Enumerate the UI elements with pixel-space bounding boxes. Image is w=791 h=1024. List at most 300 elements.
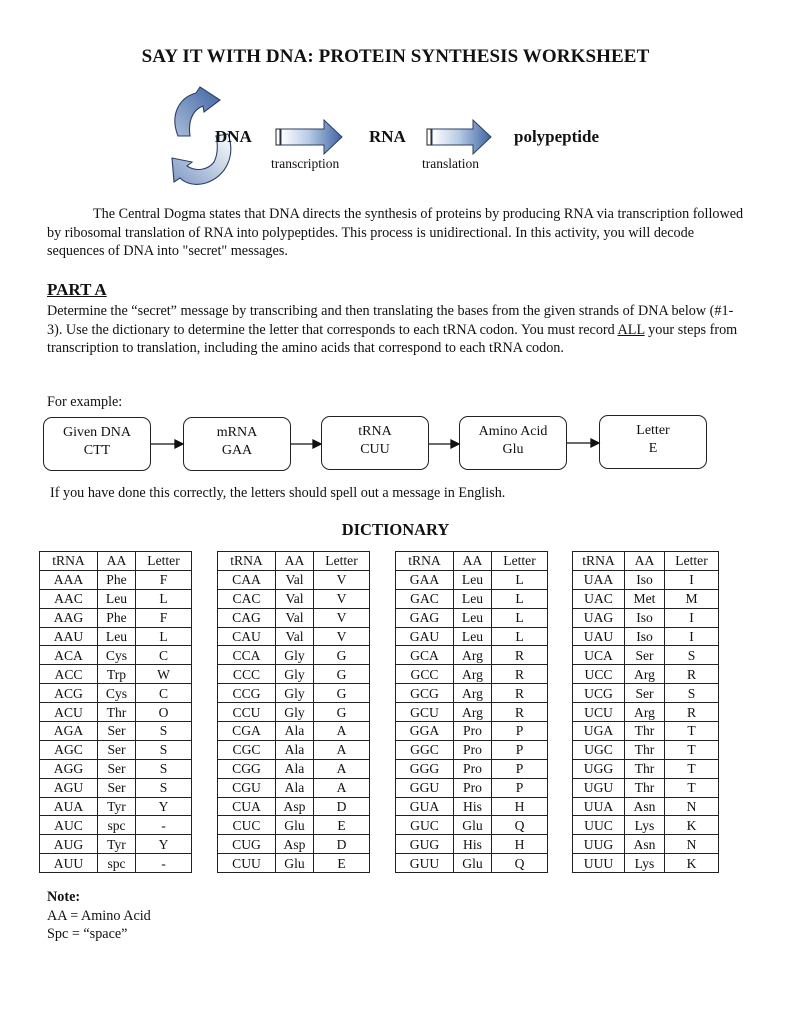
trna-cell: GAG — [396, 608, 454, 627]
letter-cell: Y — [136, 835, 192, 854]
table-row — [573, 608, 719, 627]
table-row — [40, 646, 192, 665]
trna-cell: GGU — [396, 778, 454, 797]
trna-cell: ACC — [40, 665, 98, 684]
aa-cell: Glu — [454, 854, 492, 873]
aa-cell: Met — [625, 589, 665, 608]
trna-cell: CUU — [218, 854, 276, 873]
letter-cell: T — [665, 778, 719, 797]
trna-cell: AUC — [40, 816, 98, 835]
note — [47, 888, 151, 944]
aa-cell: Gly — [276, 665, 314, 684]
letter-cell: F — [136, 608, 192, 627]
column-header-letter: Letter — [665, 552, 719, 571]
table-row — [573, 722, 719, 741]
letter-cell: A — [314, 722, 370, 741]
letter-cell: K — [665, 816, 719, 835]
letter-cell: N — [665, 835, 719, 854]
letter-cell: R — [492, 665, 548, 684]
trna-cell: ACG — [40, 684, 98, 703]
table-row — [218, 589, 370, 608]
trna-cell: GGC — [396, 740, 454, 759]
aa-cell: Ser — [98, 740, 136, 759]
flow-box-value: CUU — [360, 442, 390, 457]
letter-cell: Y — [136, 797, 192, 816]
letter-cell: S — [136, 722, 192, 741]
flow-box-label: Letter — [636, 423, 670, 438]
table-row — [40, 816, 192, 835]
aa-cell: Leu — [98, 627, 136, 646]
table-row — [40, 589, 192, 608]
table-row — [396, 854, 548, 873]
column-header-letter: Letter — [492, 552, 548, 571]
trna-cell: GUA — [396, 797, 454, 816]
trna-cell: UCU — [573, 703, 625, 722]
letter-cell: W — [136, 665, 192, 684]
dictionary-table-a — [39, 551, 192, 873]
trna-cell: AUA — [40, 797, 98, 816]
aa-cell: His — [454, 797, 492, 816]
aa-cell: Arg — [454, 684, 492, 703]
letter-cell: L — [492, 589, 548, 608]
trna-cell: GCG — [396, 684, 454, 703]
letter-cell: P — [492, 740, 548, 759]
aa-cell: Thr — [625, 722, 665, 741]
column-header-letter: Letter — [314, 552, 370, 571]
aa-cell: Cys — [98, 684, 136, 703]
letter-cell: R — [665, 665, 719, 684]
aa-cell: Phe — [98, 608, 136, 627]
aa-cell: Val — [276, 627, 314, 646]
aa-cell: Arg — [625, 665, 665, 684]
note-heading: Note: — [47, 889, 81, 905]
table-row — [218, 854, 370, 873]
column-header-aa: AA — [454, 552, 492, 571]
letter-cell: S — [136, 759, 192, 778]
letter-cell: A — [314, 778, 370, 797]
flow-arrows — [0, 430, 791, 460]
table-row — [218, 703, 370, 722]
letter-cell: T — [665, 722, 719, 741]
letter-cell: S — [665, 684, 719, 703]
aa-cell: Iso — [625, 627, 665, 646]
part-a-instructions — [47, 302, 747, 358]
table-row — [218, 816, 370, 835]
instructions-text-1: Determine the “secret” message by transcribing and then translating the bases from the given strands of DNA below (#1-3). Use the dictionary to determine the letter that corresponds to each tRNA codon. You must record — [47, 303, 734, 338]
table-row — [573, 778, 719, 797]
table-row — [396, 665, 548, 684]
trna-cell: GAU — [396, 627, 454, 646]
part-a-heading: PART A — [47, 280, 107, 299]
column-header-letter: Letter — [136, 552, 192, 571]
trna-cell: UAG — [573, 608, 625, 627]
aa-cell: Ala — [276, 740, 314, 759]
aa-cell: Iso — [625, 608, 665, 627]
aa-cell: Phe — [98, 570, 136, 589]
trna-cell: UGC — [573, 740, 625, 759]
aa-cell: Asp — [276, 797, 314, 816]
trna-cell: CAG — [218, 608, 276, 627]
table-row — [218, 627, 370, 646]
trna-cell: GAC — [396, 589, 454, 608]
table-row — [218, 608, 370, 627]
dictionary-table-g — [395, 551, 548, 873]
trna-cell: CUA — [218, 797, 276, 816]
aa-cell: Lys — [625, 816, 665, 835]
aa-cell: Asn — [625, 797, 665, 816]
flow-box-label: tRNA — [358, 424, 392, 439]
table-row — [40, 835, 192, 854]
aa-cell: Iso — [625, 570, 665, 589]
letter-cell: O — [136, 703, 192, 722]
table-row — [396, 778, 548, 797]
letter-cell: I — [665, 608, 719, 627]
note-line-aa: AA = Amino Acid — [47, 907, 151, 924]
aa-cell: Glu — [276, 816, 314, 835]
letter-cell: S — [136, 740, 192, 759]
table-row — [396, 627, 548, 646]
table-row — [573, 797, 719, 816]
letter-cell: L — [492, 627, 548, 646]
letter-cell: R — [492, 703, 548, 722]
table-row — [218, 722, 370, 741]
table-header-row — [396, 552, 548, 571]
table-row — [218, 570, 370, 589]
flow-box-label: mRNA — [216, 425, 258, 440]
letter-cell: E — [314, 854, 370, 873]
aa-cell: spc — [98, 816, 136, 835]
trna-cell: CGU — [218, 778, 276, 797]
letter-cell: I — [665, 570, 719, 589]
table-row — [573, 589, 719, 608]
flow-box-value: Glu — [502, 442, 524, 457]
trna-cell: CCA — [218, 646, 276, 665]
table-row — [40, 759, 192, 778]
letter-cell: L — [492, 570, 548, 589]
table-row — [573, 759, 719, 778]
trna-cell: GGA — [396, 722, 454, 741]
trna-cell: GCC — [396, 665, 454, 684]
table-row — [40, 608, 192, 627]
letter-cell: V — [314, 589, 370, 608]
letter-cell: D — [314, 797, 370, 816]
letter-cell: V — [314, 627, 370, 646]
trna-cell: UCC — [573, 665, 625, 684]
aa-cell: Thr — [98, 703, 136, 722]
arrowhead-icon — [451, 440, 459, 448]
table-row — [40, 665, 192, 684]
letter-cell: Q — [492, 854, 548, 873]
letter-cell: R — [492, 646, 548, 665]
table-row — [218, 646, 370, 665]
aa-cell: Ser — [98, 778, 136, 797]
aa-cell: Ala — [276, 759, 314, 778]
trna-cell: AGU — [40, 778, 98, 797]
aa-cell: Tyr — [98, 835, 136, 854]
aa-cell: Tyr — [98, 797, 136, 816]
aa-cell: Arg — [625, 703, 665, 722]
letter-cell: H — [492, 797, 548, 816]
aa-cell: Val — [276, 570, 314, 589]
aa-cell: Glu — [276, 854, 314, 873]
table-row — [218, 797, 370, 816]
transcription-arrow-icon — [276, 120, 342, 154]
trna-cell: UGA — [573, 722, 625, 741]
trna-cell: GGG — [396, 759, 454, 778]
trna-cell: UAA — [573, 570, 625, 589]
flow-box-label: Given DNA — [62, 425, 132, 440]
letter-cell: H — [492, 835, 548, 854]
note-line-spc: Spc = “space” — [47, 926, 128, 942]
aa-cell: Val — [276, 589, 314, 608]
table-row — [573, 854, 719, 873]
trna-cell: CUG — [218, 835, 276, 854]
table-row — [573, 646, 719, 665]
trna-cell: AAC — [40, 589, 98, 608]
letter-cell: C — [136, 646, 192, 665]
aa-cell: Asp — [276, 835, 314, 854]
intro-paragraph: The Central Dogma states that DNA directs the synthesis of proteins by producing RNA via transcription followed by ribosomal translation of RNA into polypeptides. This process is unidirectional. In this activity, you will decode sequences of DNA into "secret" messages. — [47, 206, 744, 259]
trna-cell: AGA — [40, 722, 98, 741]
column-header-aa: AA — [276, 552, 314, 571]
trna-cell: CCU — [218, 703, 276, 722]
transcription-label: transcription — [271, 156, 340, 171]
table-row — [396, 570, 548, 589]
aa-cell: Pro — [454, 759, 492, 778]
table-row — [218, 835, 370, 854]
letter-cell: N — [665, 797, 719, 816]
letter-cell: G — [314, 665, 370, 684]
table-row — [396, 797, 548, 816]
table-row — [40, 627, 192, 646]
trna-cell: ACA — [40, 646, 98, 665]
letter-cell: C — [136, 684, 192, 703]
table-row — [396, 759, 548, 778]
trna-cell: AGG — [40, 759, 98, 778]
letter-cell: F — [136, 570, 192, 589]
trna-cell: AAU — [40, 627, 98, 646]
table-row — [40, 703, 192, 722]
table-row — [396, 703, 548, 722]
table-row — [40, 740, 192, 759]
aa-cell: Arg — [454, 703, 492, 722]
trna-cell: CCC — [218, 665, 276, 684]
trna-cell: CGC — [218, 740, 276, 759]
letter-cell: A — [314, 759, 370, 778]
page-title: SAY IT WITH DNA: PROTEIN SYNTHESIS WORKSHEET — [141, 46, 650, 67]
letter-cell: T — [665, 759, 719, 778]
trna-cell: AGC — [40, 740, 98, 759]
trna-cell: CUC — [218, 816, 276, 835]
trna-cell: UUU — [573, 854, 625, 873]
aa-cell: Pro — [454, 740, 492, 759]
table-row — [396, 740, 548, 759]
arrowhead-icon — [591, 439, 599, 447]
table-header-row — [40, 552, 192, 571]
table-row — [573, 816, 719, 835]
letter-cell: Q — [492, 816, 548, 835]
letter-cell: E — [314, 816, 370, 835]
instructions-text-2: your steps from transcription to translation, including the amino acids that correspond to each tRNA codon. — [47, 321, 738, 356]
table-row — [573, 684, 719, 703]
table-header-row — [573, 552, 719, 571]
table-row — [218, 759, 370, 778]
trna-cell: CAA — [218, 570, 276, 589]
trna-cell: CCG — [218, 684, 276, 703]
aa-cell: Leu — [98, 589, 136, 608]
column-header-trna: tRNA — [218, 552, 276, 571]
column-header-trna: tRNA — [573, 552, 625, 571]
aa-cell: Ala — [276, 722, 314, 741]
letter-cell: V — [314, 608, 370, 627]
trna-cell: AAG — [40, 608, 98, 627]
trna-cell: GUC — [396, 816, 454, 835]
letter-cell: S — [665, 646, 719, 665]
table-row — [396, 589, 548, 608]
trna-cell: UAU — [573, 627, 625, 646]
letter-cell: P — [492, 722, 548, 741]
letter-cell: P — [492, 778, 548, 797]
table-row — [218, 665, 370, 684]
trna-cell: UCA — [573, 646, 625, 665]
check-sentence: If you have done this correctly, the letters should spell out a message in English. — [50, 485, 506, 501]
aa-cell: Gly — [276, 684, 314, 703]
letter-cell: L — [136, 589, 192, 608]
table-row — [396, 816, 548, 835]
aa-cell: Gly — [276, 646, 314, 665]
aa-cell: Thr — [625, 778, 665, 797]
table-row — [40, 797, 192, 816]
column-header-aa: AA — [98, 552, 136, 571]
table-row — [396, 684, 548, 703]
aa-cell: Leu — [454, 627, 492, 646]
table-row — [396, 835, 548, 854]
trna-cell: UUC — [573, 816, 625, 835]
example-label: For example: — [47, 394, 123, 410]
trna-cell: CGA — [218, 722, 276, 741]
flow-box-label: Amino Acid — [478, 424, 548, 439]
table-row — [396, 722, 548, 741]
aa-cell: Ser — [98, 759, 136, 778]
trna-cell: GCU — [396, 703, 454, 722]
letter-cell: P — [492, 759, 548, 778]
instructions-all-emphasis: ALL — [617, 321, 645, 338]
trna-cell: GUG — [396, 835, 454, 854]
table-row — [40, 684, 192, 703]
trna-cell: CAU — [218, 627, 276, 646]
aa-cell: His — [454, 835, 492, 854]
aa-cell: Thr — [625, 759, 665, 778]
letter-cell: D — [314, 835, 370, 854]
aa-cell: Leu — [454, 589, 492, 608]
trna-cell: UCG — [573, 684, 625, 703]
table-row — [396, 646, 548, 665]
aa-cell: Pro — [454, 778, 492, 797]
aa-cell: Ser — [625, 646, 665, 665]
aa-cell: Trp — [98, 665, 136, 684]
table-row — [573, 665, 719, 684]
letter-cell: - — [136, 854, 192, 873]
translation-label: translation — [422, 156, 479, 171]
table-row — [573, 703, 719, 722]
trna-cell: ACU — [40, 703, 98, 722]
letter-cell: G — [314, 703, 370, 722]
table-row — [396, 608, 548, 627]
dictionary-table-u — [572, 551, 719, 873]
arrowhead-icon — [313, 440, 321, 448]
column-header-aa: AA — [625, 552, 665, 571]
flow-box-value: CTT — [83, 443, 111, 458]
table-row — [573, 835, 719, 854]
aa-cell: spc — [98, 854, 136, 873]
aa-cell: Ser — [98, 722, 136, 741]
letter-cell: - — [136, 816, 192, 835]
letter-cell: T — [665, 740, 719, 759]
trna-cell: UGG — [573, 759, 625, 778]
dictionary-table-c — [217, 551, 370, 873]
aa-cell: Leu — [454, 570, 492, 589]
trna-cell: AAA — [40, 570, 98, 589]
rna-label: RNA — [369, 127, 406, 146]
table-row — [218, 778, 370, 797]
dictionary-title: DICTIONARY — [341, 520, 450, 539]
translation-arrow-icon — [427, 120, 491, 154]
aa-cell: Cys — [98, 646, 136, 665]
table-row — [40, 778, 192, 797]
letter-cell: L — [136, 627, 192, 646]
aa-cell: Arg — [454, 665, 492, 684]
trna-cell: UUG — [573, 835, 625, 854]
table-row — [40, 722, 192, 741]
table-row — [573, 570, 719, 589]
table-row — [40, 854, 192, 873]
aa-cell: Thr — [625, 740, 665, 759]
column-header-trna: tRNA — [396, 552, 454, 571]
aa-cell: Val — [276, 608, 314, 627]
aa-cell: Leu — [454, 608, 492, 627]
table-row — [218, 684, 370, 703]
aa-cell: Lys — [625, 854, 665, 873]
trna-cell: GUU — [396, 854, 454, 873]
aa-cell: Pro — [454, 722, 492, 741]
polypeptide-label: polypeptide — [514, 127, 600, 146]
trna-cell: AUU — [40, 854, 98, 873]
letter-cell: V — [314, 570, 370, 589]
trna-cell: AUG — [40, 835, 98, 854]
table-row — [218, 740, 370, 759]
trna-cell: UGU — [573, 778, 625, 797]
table-row — [573, 740, 719, 759]
letter-cell: K — [665, 854, 719, 873]
aa-cell: Ser — [625, 684, 665, 703]
letter-cell: R — [665, 703, 719, 722]
table-header-row — [218, 552, 370, 571]
letter-cell: A — [314, 740, 370, 759]
aa-cell: Ala — [276, 778, 314, 797]
aa-cell: Arg — [454, 646, 492, 665]
trna-cell: GCA — [396, 646, 454, 665]
letter-cell: G — [314, 646, 370, 665]
trna-cell: UUA — [573, 797, 625, 816]
flow-box-value: E — [648, 441, 658, 456]
aa-cell: Glu — [454, 816, 492, 835]
dna-label: DNA — [215, 127, 252, 146]
aa-cell: Gly — [276, 703, 314, 722]
letter-cell: R — [492, 684, 548, 703]
letter-cell: I — [665, 627, 719, 646]
table-row — [573, 627, 719, 646]
trna-cell: CAC — [218, 589, 276, 608]
